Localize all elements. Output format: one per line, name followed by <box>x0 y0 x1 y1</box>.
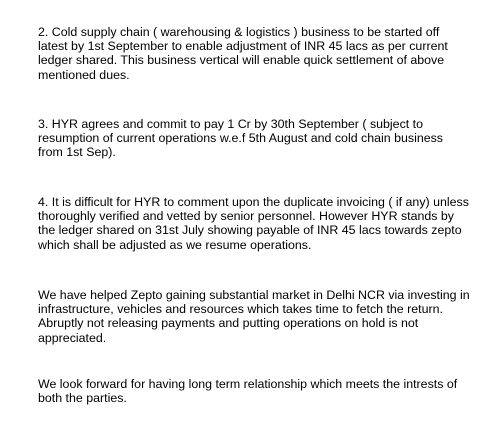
text-line: 2. Cold supply chain ( warehousing & logistics ) business to be started off <box>38 25 440 39</box>
paragraph-payment-commitment <box>38 117 443 160</box>
text-line: We look forward for having long term relationship which meets the intrests of <box>38 377 458 391</box>
text-line: ledger shared. This business vertical will enable quick settlement of above <box>38 53 445 68</box>
paragraph-closing <box>38 377 457 405</box>
text-line: which shall be adjusted as we resume operations. <box>38 237 312 252</box>
text-line: mentioned dues. <box>38 67 130 82</box>
text-line: thoroughly verified and vetted by senior personnel. However HYR stands by <box>38 209 454 224</box>
text-line: both the parties. <box>38 391 127 406</box>
text-line: 4. It is difficult for HYR to comment upon the duplicate invoicing ( if any) unless <box>38 195 469 209</box>
text-line: 3. HYR agrees and commit to pay 1 Cr by 30th September ( subject to <box>38 117 423 131</box>
text-line: infrastructure, vehicles and resources which takes time to fetch the return. <box>38 302 443 317</box>
paragraph-cold-supply-chain <box>38 25 448 82</box>
text-line: from 1st Sep). <box>38 145 116 160</box>
paragraph-zepto-market <box>38 288 470 345</box>
text-line: appreciated. <box>38 330 107 345</box>
text-line: the ledger shared on 31st July showing payable of INR 45 lacs towards zepto <box>38 223 462 238</box>
text-line: We have helped Zepto gaining substantial market in Delhi NCR via investing in <box>38 288 470 302</box>
paragraph-duplicate-invoicing <box>38 195 469 252</box>
text-line: Abruptly not releasing payments and putting operations on hold is not <box>38 316 419 331</box>
text-line: latest by 1st September to enable adjustment of INR 45 lacs as per current <box>38 39 448 54</box>
text-line: resumption of current operations w.e.f 5th August and cold chain business <box>38 131 444 146</box>
